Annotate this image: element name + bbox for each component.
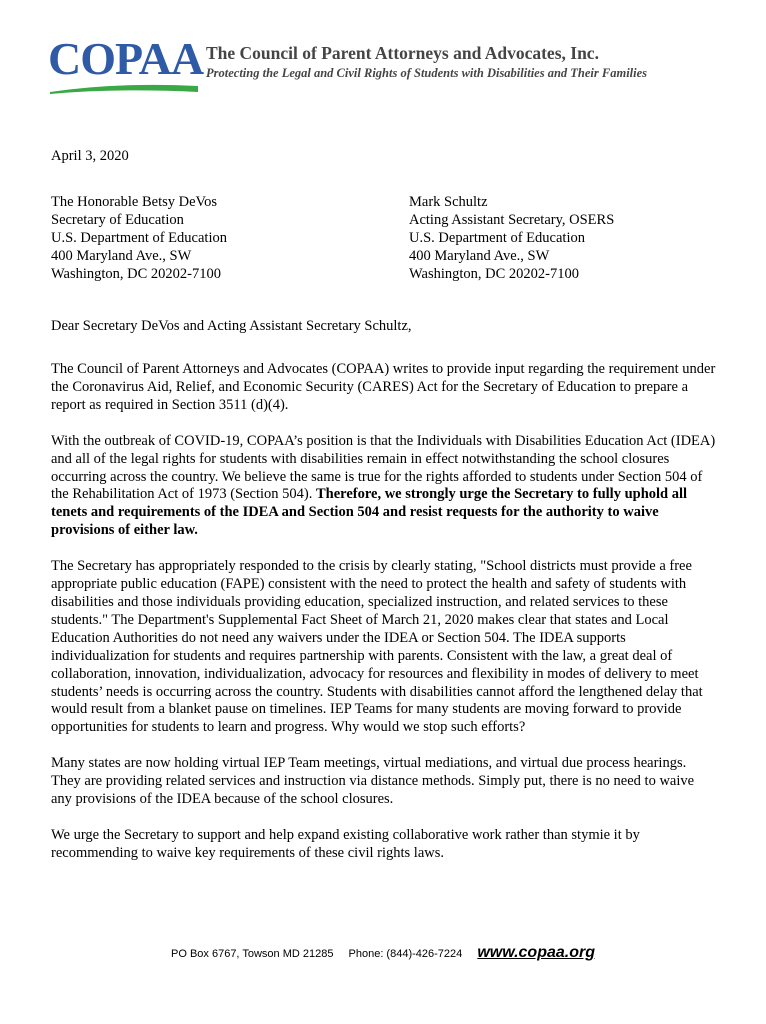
address-line: Acting Assistant Secretary, OSERS — [409, 212, 615, 228]
footer-website-link[interactable]: www.copaa.org — [477, 944, 595, 961]
address-line: The Honorable Betsy DeVos — [51, 194, 218, 210]
paragraph-covid-position — [51, 433, 717, 540]
paragraph-virtual-meetings: Many states are now holding virtual IEP Team meetings, virtual mediations, and virtual due process hearings. They are providing related services and instruction via distance methods. Simply put, there is no need to waive any provisions of the IDEA because of the school closures. — [51, 755, 695, 808]
salutation: Dear Secretary DeVos and Acting Assistant Secretary Schultz, — [51, 318, 412, 334]
paragraph-secretary-response: The Secretary has appropriately responded to the crisis by clearly stating, "School districts must provide a free appropriate public education (FAPE) consistent with the need to protect the health and safety of students with disabilities and those individuals providing education, specialized instruction, and related services to these students." The Department's Supplemental Fact Sheet of March 21, 2020 makes clear that states and Local Education Authorities do not need any waivers under the IDEA or Section 504. The IDEA supports individualization for students and requires partnership with parents. Consistent with the law, a great deal of collaboration, innovation, individualization, advocacy for resources and flexibility in modes of delivery to meet students’ needs is occurring across the country. Students with disabilities cannot afford the lengthened delay that would result from a blanket pause on timelines. IEP Teams for many students are moving forward to provide opportunities for students to learn and progress. Why would we stop such efforts? — [51, 558, 703, 736]
address-line: Mark Schultz — [409, 194, 488, 210]
address-line: Washington, DC 20202-7100 — [409, 266, 580, 282]
letter-body — [51, 361, 717, 881]
logo-wordmark: COPAA — [48, 33, 204, 84]
footer-phone: Phone: (844)-426-7224 — [348, 948, 463, 960]
address-line: U.S. Department of Education — [51, 230, 227, 246]
logo-swoosh-icon — [48, 70, 200, 96]
address-line: 400 Maryland Ave., SW — [409, 248, 550, 264]
paragraph-cares-act: The Council of Parent Attorneys and Advocates (COPAA) writes to provide input regarding the requirement under the Coronavirus Aid, Relief, and Economic Security (CARES) Act for the Secretary of Education to prepare a report as required in Section 3511 (d)(4). — [51, 361, 716, 413]
paragraph-emphasis: Therefore, we strongly urge the Secretary to fully uphold all tenets and requirements of the IDEA and Section 504 and resist requests for the authority to waive provisions of either law. — [51, 486, 688, 539]
organization-name: The Council of Parent Attorneys and Advocates, Inc. — [206, 43, 599, 63]
recipient-address-left — [51, 193, 227, 283]
letterhead-footer — [0, 944, 766, 962]
paragraph-closing-request: We urge the Secretary to support and help expand existing collaborative work rather than stymie it by recommending to waive key requirements of these civil rights laws. — [51, 826, 640, 861]
address-line: U.S. Department of Education — [409, 230, 585, 246]
address-line: Secretary of Education — [51, 212, 184, 228]
copaa-logo — [48, 33, 204, 94]
footer-address: PO Box 6767, Towson MD 21285 — [171, 948, 334, 960]
address-line: 400 Maryland Ave., SW — [51, 248, 192, 264]
recipient-address-right — [409, 193, 614, 283]
letter-date: April 3, 2020 — [51, 148, 129, 164]
organization-tagline: Protecting the Legal and Civil Rights of Students with Disabilities and Their Families — [206, 66, 648, 80]
paragraph-text: With the outbreak of COVID-19, COPAA’s position is that the Individuals with Disabilities Education Act (IDEA) and all of the legal rights for students with disabilities remain in effect notwithstanding the school closures occurring across the country. We believe the same is true for the rights afforded to students under Section 504 of the Rehabilitation Act of 1973 (Section 504). — [51, 432, 716, 503]
address-line: Washington, DC 20202-7100 — [51, 266, 222, 282]
